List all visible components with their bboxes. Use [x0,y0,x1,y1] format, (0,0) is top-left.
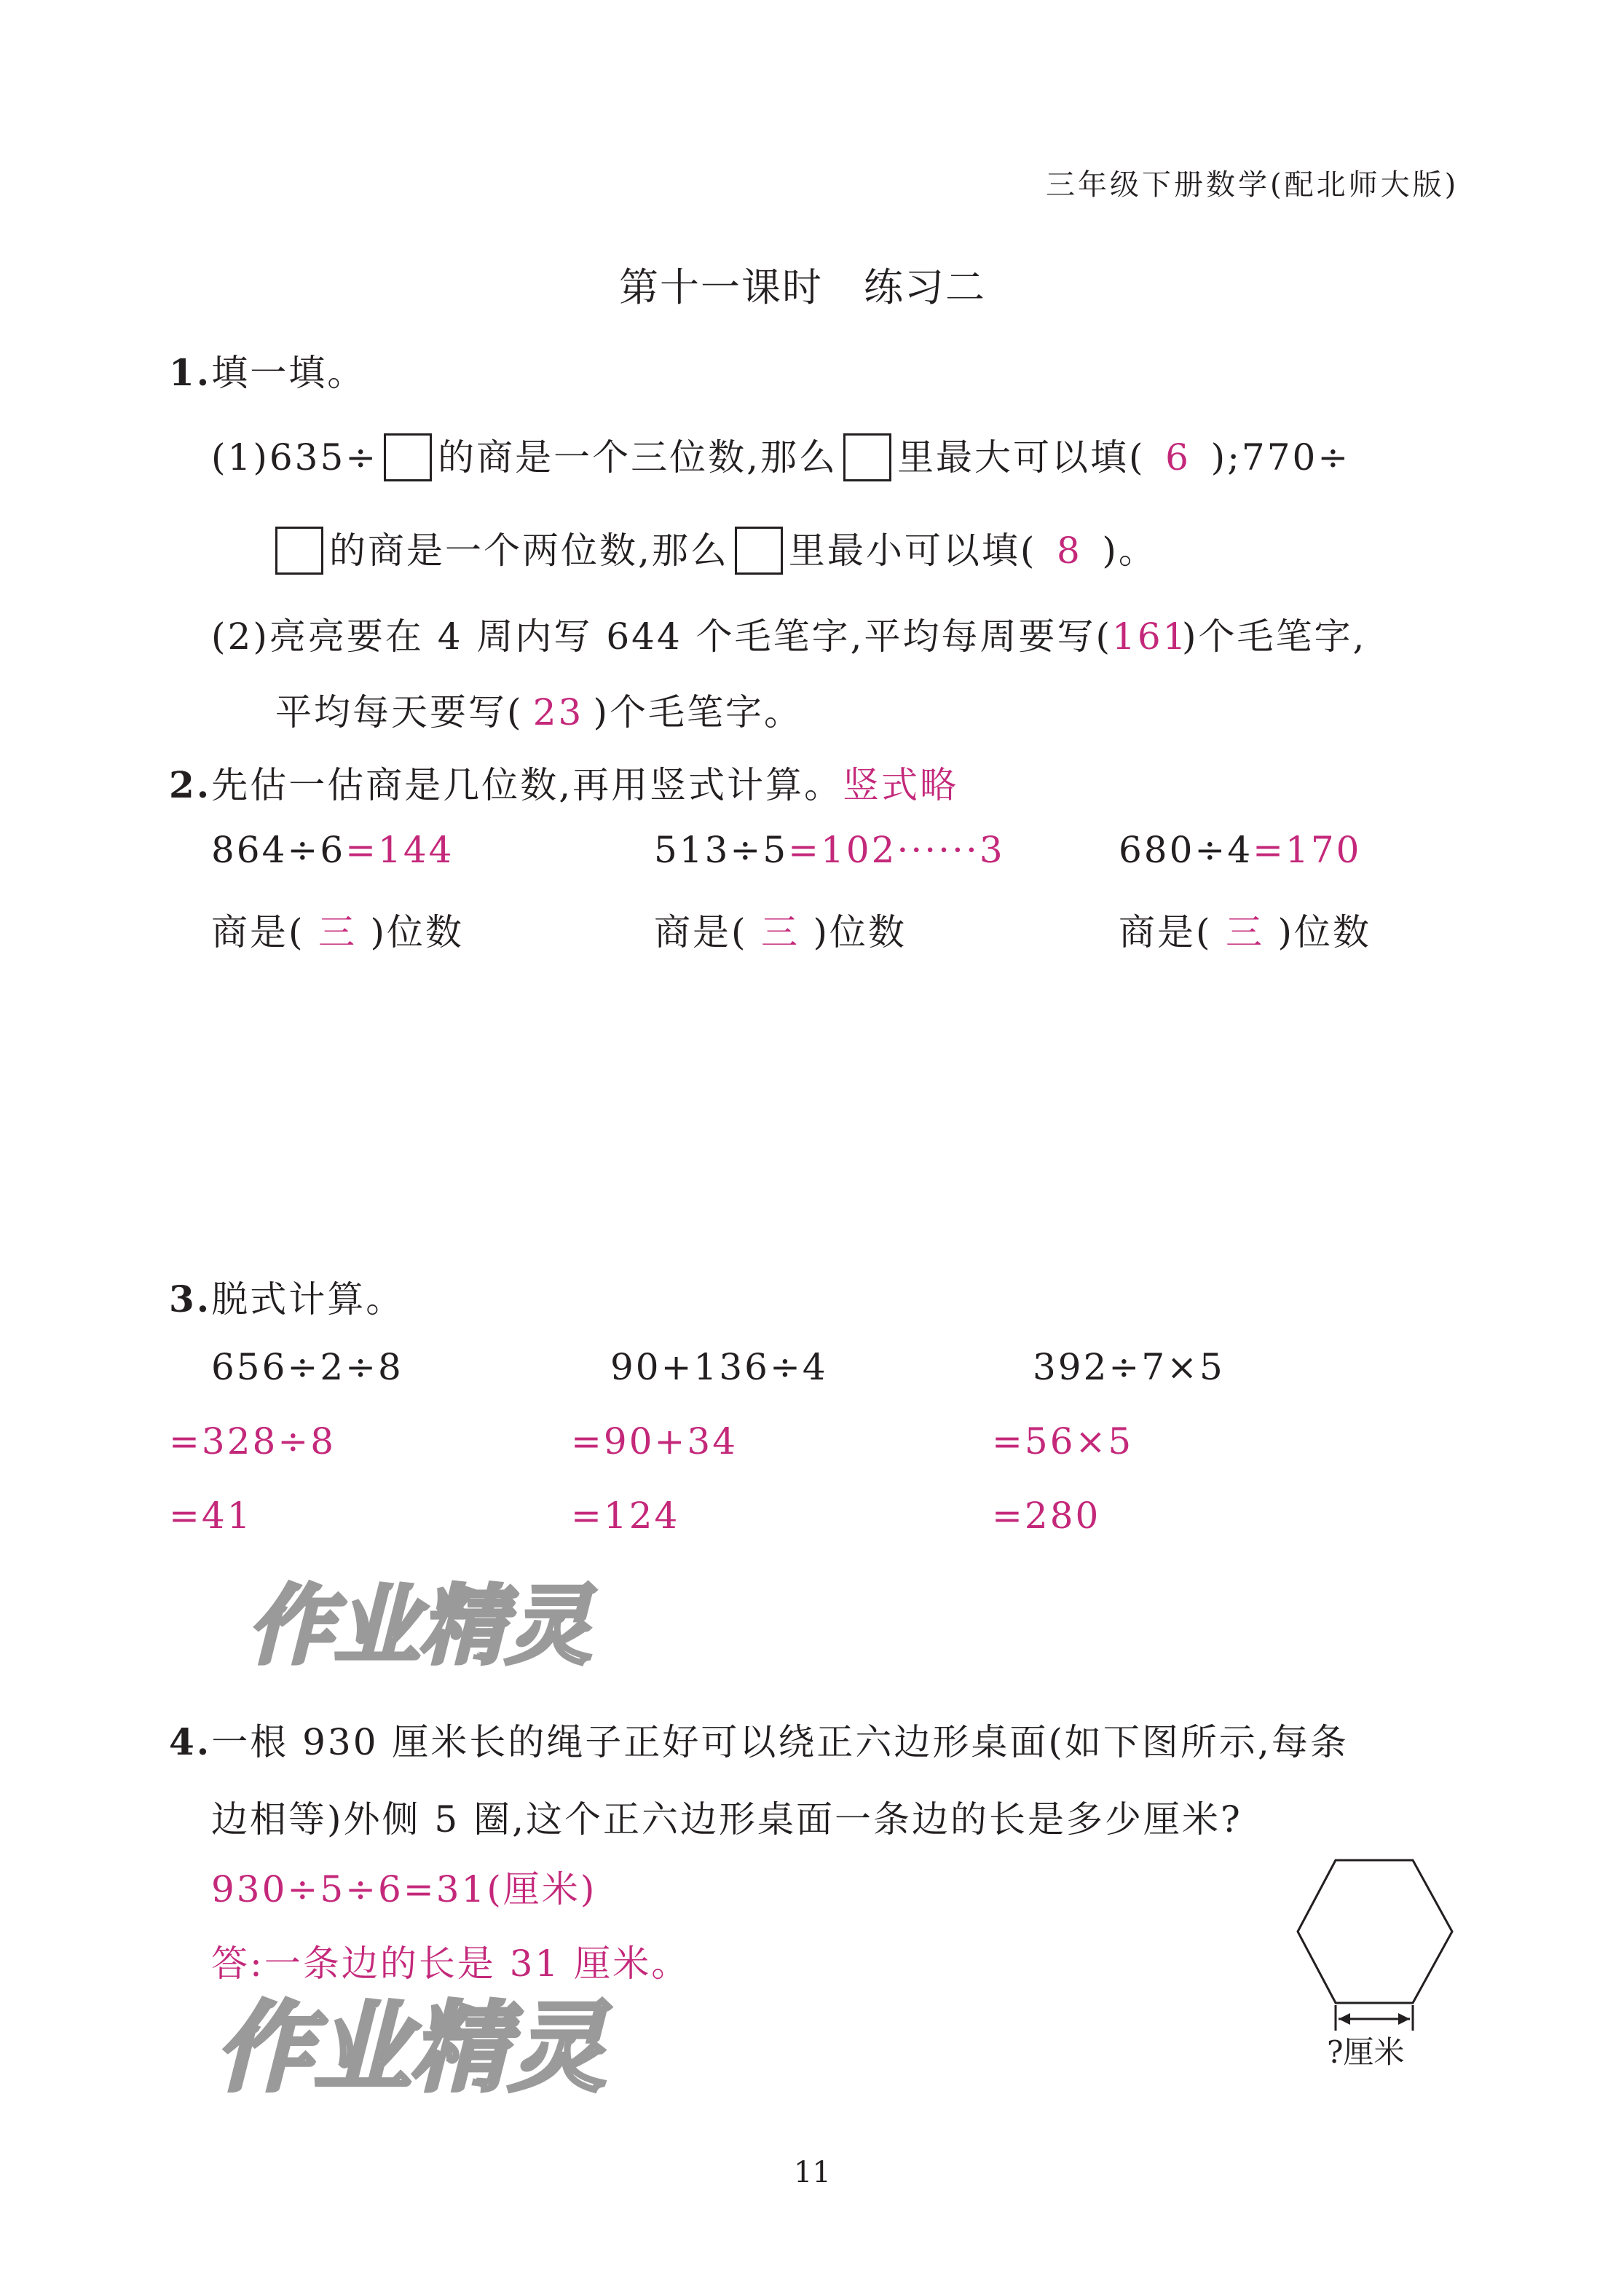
q3-item-3-expr: 392÷7×5 [1033,1346,1225,1388]
q3-item-1-expr: 656÷2÷8 [211,1346,403,1388]
q2-number: 2. [169,763,212,806]
q1p1-text-g: )。 [1102,530,1157,572]
q3-item-3-step1: =56×5 [992,1420,1134,1463]
q1p2-answer-1: 161 [1112,615,1189,658]
q3-item-2-expr: 90+136÷4 [610,1346,828,1388]
q2-answer: =144 [345,829,454,871]
q2-digits-answer: 三 [1226,911,1265,953]
q3-number: 3. [169,1278,212,1320]
q2-expression: 680÷4 [1119,829,1253,871]
q3-item-3-step2: =280 [992,1495,1101,1537]
q2-answer: =102······3 [788,829,1005,871]
q1p1-text-c: 里最大可以填( [897,436,1146,479]
q1p1-text-a: (1)635÷ [211,436,379,479]
q2-item-2-expr [654,829,1005,871]
q1p2-text-a: (2)亮亮要在 4 周内写 644 个毛笔字,平均每周要写( [211,615,1113,658]
q2-digits-post: )位数 [370,911,465,953]
q1p2-text-c: 平均每天要写( [275,691,524,733]
q1p2-text-b: )个毛笔字, [1182,615,1367,658]
q1-part2-line2 [275,683,803,736]
q1p2-answer-2: 23 [532,691,584,733]
q2-prompt: 先估一估商是几位数,再用竖式计算。 [211,764,843,806]
arrow-left-icon [1339,2013,1350,2025]
q1p1-answer-2: 8 [1057,530,1082,572]
q1-part1-line2 [275,521,1157,575]
page-title: 第十一课时 练习二 [619,264,986,310]
q2-digits-pre: 商是( [211,911,305,953]
q1-part2-line1 [211,607,1366,660]
q2-note: 竖式略 [843,764,959,806]
q2-item-2-digits [654,903,907,956]
answer-box[interactable] [843,433,891,481]
q2-heading [169,756,958,808]
q2-digits-answer: 三 [318,911,358,953]
q3-item-1-step1: =328÷8 [169,1420,336,1463]
q1-number: 1. [169,351,212,394]
q1-heading [169,344,366,396]
hexagon-figure [1289,1850,1464,2076]
book-header: 三年级下册数学(配北师大版) [1046,168,1459,202]
q1-part1-line1 [211,428,1350,481]
page-number: 11 [794,2156,831,2189]
arrow-right-icon [1398,2013,1410,2025]
answer-box[interactable] [384,433,432,481]
q2-digits-post: )位数 [813,911,907,953]
q4-text-1: 一根 930 厘米长的绳子正好可以绕正六边形桌面(如下图所示,每条 [211,1721,1349,1763]
q1p1-text-d: );770÷ [1210,436,1351,479]
q2-digits-post: )位数 [1277,911,1372,953]
q4-answer: 答:一条边的长是 31 厘米。 [211,1942,690,1985]
q3-prompt: 脱式计算。 [211,1278,405,1320]
watermark-text: 作业精灵 [248,1575,592,1676]
q2-expression: 513÷5 [654,829,789,871]
q4-line2: 边相等)外侧 5 圈,这个正六边形桌面一条边的长是多少厘米? [211,1798,1242,1841]
q2-item-1-expr [211,829,454,871]
q2-digits-pre: 商是( [654,911,748,953]
q4-line1 [169,1713,1349,1765]
q1p1-text-b: 的商是一个三位数,那么 [438,436,838,479]
q3-item-2-step1: =90+34 [571,1420,738,1463]
q1p1-text-f: 里最小可以填( [788,530,1037,572]
q1p1-text-e: 的商是一个两位数,那么 [329,530,729,572]
q2-digits-answer: 三 [761,911,800,953]
q4-number: 4. [169,1720,212,1763]
q2-item-3-digits [1119,903,1371,956]
hexagon-shape [1298,1860,1452,2003]
watermark-text: 作业精灵 [216,1991,607,2105]
q2-expression: 864÷6 [211,829,346,871]
q2-answer: =170 [1253,829,1362,871]
q2-item-1-digits [211,903,464,956]
watermark-logo [208,1981,645,2112]
q1-prompt: 填一填。 [211,352,366,394]
q1p2-text-d: )个毛笔字。 [593,691,803,733]
q4-calculation: 930÷5÷6=31(厘米) [211,1868,597,1910]
answer-box[interactable] [275,527,323,575]
q1p1-answer-1: 6 [1165,436,1191,479]
q3-heading [169,1270,404,1323]
dimension-label: ?厘米 [1327,2034,1405,2070]
answer-box[interactable] [735,527,783,575]
q2-digits-pre: 商是( [1119,911,1213,953]
q3-item-1-step2: =41 [169,1495,253,1537]
q3-item-2-step2: =124 [571,1495,680,1537]
q2-item-3-expr [1119,829,1361,871]
watermark-logo [240,1570,619,1686]
